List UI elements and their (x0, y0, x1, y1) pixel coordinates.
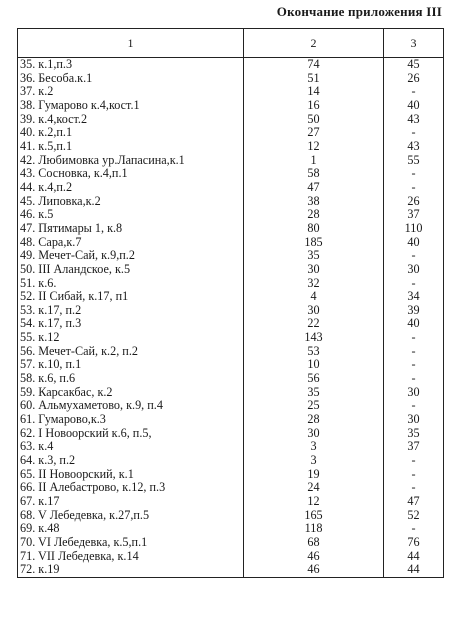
cell-col3: 39 (384, 304, 444, 318)
cell-col2: 14 (244, 85, 384, 99)
table-row (18, 413, 444, 427)
cell-site: 41. к.5,п.1 (18, 140, 244, 154)
cell-col2: 28 (244, 208, 384, 222)
cell-site: 48. Сара,к.7 (18, 236, 244, 250)
cell-site: 71. VII Лебедевка, к.14 (18, 550, 244, 564)
table-row (18, 386, 444, 400)
cell-col3: 52 (384, 509, 444, 523)
cell-site: 66. II Алебастрово, к.12, п.3 (18, 481, 244, 495)
table-row (18, 536, 444, 550)
cell-col3: 44 (384, 563, 444, 577)
table-row (18, 468, 444, 482)
cell-col3: 30 (384, 386, 444, 400)
cell-site: 53. к.17, п.2 (18, 304, 244, 318)
cell-col3: 30 (384, 413, 444, 427)
cell-col3: - (384, 481, 444, 495)
cell-site: 62. I Новоорский к.6, п.5, (18, 427, 244, 441)
cell-col3: 26 (384, 195, 444, 209)
cell-col2: 24 (244, 481, 384, 495)
cell-site: 47. Пятимары 1, к.8 (18, 222, 244, 236)
cell-col3: 30 (384, 263, 444, 277)
cell-site: 61. Гумарово,к.3 (18, 413, 244, 427)
cell-col2: 143 (244, 331, 384, 345)
table-row (18, 126, 444, 140)
cell-col3: - (384, 277, 444, 291)
cell-col2: 27 (244, 126, 384, 140)
table-row (18, 495, 444, 509)
table-row (18, 277, 444, 291)
cell-col2: 1 (244, 154, 384, 168)
cell-site: 39. к.4,кост.2 (18, 113, 244, 127)
cell-site: 69. к.48 (18, 522, 244, 536)
cell-col3: 43 (384, 113, 444, 127)
cell-site: 65. II Новоорский, к.1 (18, 468, 244, 482)
column-header-1: 1 (18, 29, 244, 58)
cell-col3: 40 (384, 317, 444, 331)
table-row (18, 304, 444, 318)
cell-col2: 30 (244, 304, 384, 318)
cell-col2: 165 (244, 509, 384, 523)
cell-site: 51. к.6. (18, 277, 244, 291)
cell-site: 42. Любимовка ур.Лапасина,к.1 (18, 154, 244, 168)
table-row (18, 290, 444, 304)
cell-site: 40. к.2,п.1 (18, 126, 244, 140)
cell-col2: 47 (244, 181, 384, 195)
cell-site: 70. VI Лебедевка, к.5,п.1 (18, 536, 244, 550)
table-row (18, 263, 444, 277)
table-row (18, 563, 444, 577)
cell-col2: 80 (244, 222, 384, 236)
table-row (18, 249, 444, 263)
cell-col2: 118 (244, 522, 384, 536)
table-row (18, 454, 444, 468)
cell-col2: 3 (244, 454, 384, 468)
cell-col2: 30 (244, 263, 384, 277)
table-row (18, 99, 444, 113)
cell-col3: 40 (384, 99, 444, 113)
appendix-caption: Окончание приложения III (276, 4, 442, 19)
cell-col3: - (384, 345, 444, 359)
cell-col3: - (384, 85, 444, 99)
table-row (18, 440, 444, 454)
column-header-3: 3 (384, 29, 444, 58)
cell-site: 52. II Сибай, к.17, п1 (18, 290, 244, 304)
table-row (18, 236, 444, 250)
table-row (18, 154, 444, 168)
table-row (18, 208, 444, 222)
cell-col2: 32 (244, 277, 384, 291)
cell-col2: 46 (244, 563, 384, 577)
cell-site: 55. к.12 (18, 331, 244, 345)
cell-col3: 47 (384, 495, 444, 509)
cell-site: 54. к.17, п.3 (18, 317, 244, 331)
cell-site: 44. к.4,п.2 (18, 181, 244, 195)
cell-site: 50. III Аландское, к.5 (18, 263, 244, 277)
cell-site: 68. V Лебедевка, к.27,п.5 (18, 509, 244, 523)
cell-col2: 53 (244, 345, 384, 359)
cell-site: 72. к.19 (18, 563, 244, 577)
cell-site: 43. Сосновка, к.4,п.1 (18, 167, 244, 181)
table-row (18, 522, 444, 536)
cell-col3: - (384, 372, 444, 386)
cell-col3: 110 (384, 222, 444, 236)
table-row (18, 181, 444, 195)
cell-col3: 34 (384, 290, 444, 304)
table-header (18, 29, 444, 58)
cell-site: 38. Гумарово к.4,кост.1 (18, 99, 244, 113)
cell-col2: 35 (244, 249, 384, 263)
table-row (18, 58, 444, 72)
table-row (18, 317, 444, 331)
cell-site: 49. Мечет-Сай, к.9,п.2 (18, 249, 244, 263)
column-header-2: 2 (244, 29, 384, 58)
cell-col3: - (384, 399, 444, 413)
cell-col2: 3 (244, 440, 384, 454)
cell-col3: 55 (384, 154, 444, 168)
table-row (18, 331, 444, 345)
cell-col3: 43 (384, 140, 444, 154)
cell-col3: - (384, 468, 444, 482)
cell-col3: 40 (384, 236, 444, 250)
cell-col2: 51 (244, 72, 384, 86)
cell-col3: - (384, 331, 444, 345)
table-row (18, 167, 444, 181)
cell-col2: 50 (244, 113, 384, 127)
cell-col2: 68 (244, 536, 384, 550)
cell-col2: 46 (244, 550, 384, 564)
table-row (18, 85, 444, 99)
table-row (18, 399, 444, 413)
cell-col3: 26 (384, 72, 444, 86)
cell-col3: - (384, 167, 444, 181)
cell-col2: 10 (244, 358, 384, 372)
cell-col3: - (384, 249, 444, 263)
cell-col3: 37 (384, 208, 444, 222)
cell-col2: 12 (244, 140, 384, 154)
cell-col2: 30 (244, 427, 384, 441)
cell-site: 56. Мечет-Сай, к.2, п.2 (18, 345, 244, 359)
table-row (18, 113, 444, 127)
table-row (18, 72, 444, 86)
cell-col2: 4 (244, 290, 384, 304)
cell-col3: - (384, 358, 444, 372)
table-row (18, 345, 444, 359)
table-body (18, 58, 444, 578)
cell-col3: - (384, 126, 444, 140)
cell-col2: 38 (244, 195, 384, 209)
cell-site: 46. к.5 (18, 208, 244, 222)
cell-col2: 58 (244, 167, 384, 181)
cell-col3: 37 (384, 440, 444, 454)
cell-site: 59. Карсакбас, к.2 (18, 386, 244, 400)
cell-col3: 76 (384, 536, 444, 550)
cell-col2: 19 (244, 468, 384, 482)
cell-site: 58. к.6, п.6 (18, 372, 244, 386)
cell-col3: 45 (384, 58, 444, 72)
cell-site: 35. к.1,п.3 (18, 58, 244, 72)
cell-col2: 56 (244, 372, 384, 386)
cell-site: 57. к.10, п.1 (18, 358, 244, 372)
cell-col2: 28 (244, 413, 384, 427)
cell-col2: 22 (244, 317, 384, 331)
table-row (18, 222, 444, 236)
table-row (18, 509, 444, 523)
cell-col2: 16 (244, 99, 384, 113)
cell-col3: - (384, 522, 444, 536)
cell-site: 36. Бесоба.к.1 (18, 72, 244, 86)
cell-site: 60. Альмухаметово, к.9, п.4 (18, 399, 244, 413)
cell-col2: 12 (244, 495, 384, 509)
table-row (18, 140, 444, 154)
cell-col2: 185 (244, 236, 384, 250)
table-row (18, 427, 444, 441)
cell-site: 63. к.4 (18, 440, 244, 454)
table-row (18, 358, 444, 372)
cell-col2: 35 (244, 386, 384, 400)
cell-site: 45. Липовка,к.2 (18, 195, 244, 209)
cell-site: 37. к.2 (18, 85, 244, 99)
table-row (18, 195, 444, 209)
cell-col3: 44 (384, 550, 444, 564)
cell-col3: - (384, 181, 444, 195)
appendix-table (17, 28, 444, 578)
cell-col3: 35 (384, 427, 444, 441)
cell-site: 67. к.17 (18, 495, 244, 509)
table-row (18, 550, 444, 564)
table-row (18, 372, 444, 386)
cell-col2: 74 (244, 58, 384, 72)
cell-site: 64. к.3, п.2 (18, 454, 244, 468)
table-row (18, 481, 444, 495)
cell-col3: - (384, 454, 444, 468)
cell-col2: 25 (244, 399, 384, 413)
